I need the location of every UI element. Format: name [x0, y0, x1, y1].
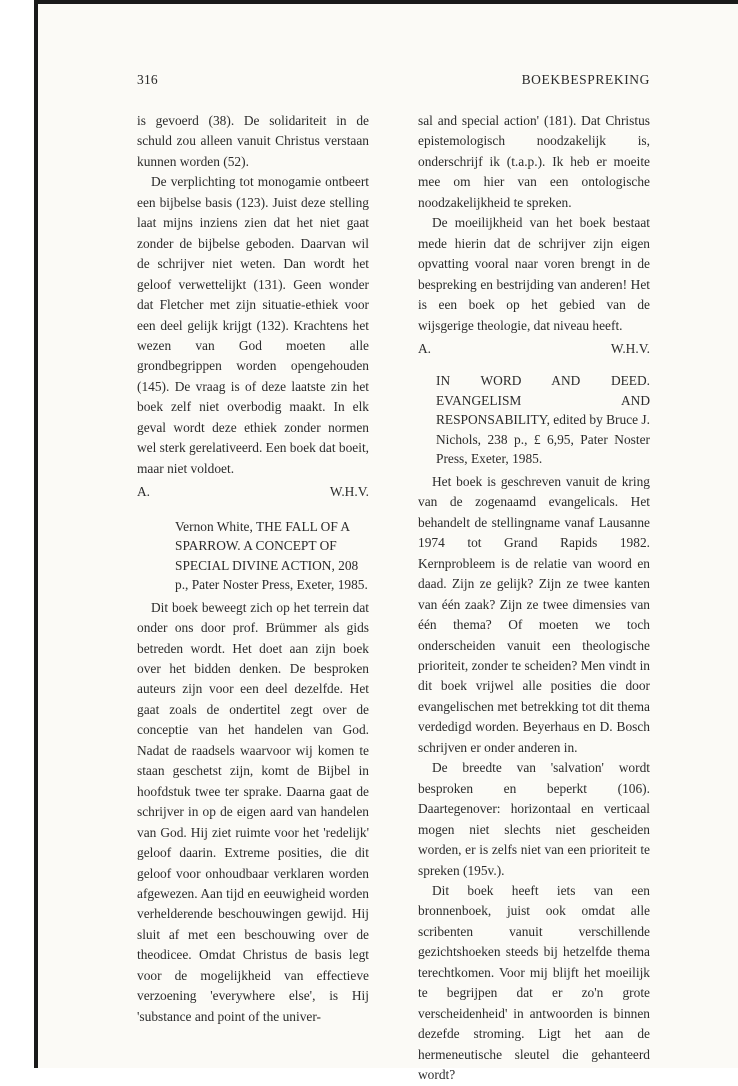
- right-paragraph-4: De breedte van 'salvation' wordt besproken en beperkt (106). Daartegenover: horizontaal en verticaal mogen niet slechts niet gescheiden worden, er is zelfs niet van een prioriteit te spreken (195v.).: [418, 760, 650, 878]
- review-signature-2: [418, 339, 650, 359]
- signature-author: W.H.V.: [610, 340, 650, 356]
- left-column: [137, 111, 369, 1027]
- review-signature-1: [137, 482, 369, 502]
- signature-initial: A.: [137, 484, 151, 500]
- left-paragraph-3: Dit boek beweegt zich op het terrein dat onder ons door prof. Brümmer als gids betreden wordt. Het doet aan zijn boek over het bidden denken. De besproken auteurs zijn voor een deel dezelfde. Het gaat zoals de ondertitel zegt over de conceptie van het handelen van God. Nadat de raadsels waarvoor wij komen te staan geschetst zijn, komt de Bijbel in hoofdstuk twee ter sprake. Daarna gaat de schrijver in op de eigen aard van handelen van God. Hij ziet ruimte voor het 'redelijk' geloof daarin. Extreme posities, die dit geloof voor onhoudbaar verklaren worden afgewezen. Aan tijd en eeuwigheid worden verhelderende beschouwingen gewijd. Hij sluit af met een beschouwing over de theodicee. Omdat Christus de basis legt voor de mogelijkheid van effectieve verzoening 'everywhere else', is Hij 'substance and point of the univer-: [137, 599, 369, 1024]
- signature-author: W.H.V.: [329, 484, 369, 500]
- signature-initial: A.: [418, 340, 432, 356]
- running-head: BOEKBESPREKING: [521, 72, 650, 87]
- right-paragraph-2: De moeilijkheid van het boek bestaat mede hierin dat de schrijver zijn eigen opvatting vooral naar voren brengt in de bespreking en bestrijding van anderen! Het is een boek op het gebied van de wijsgerige theologie, dat niveau heeft.: [418, 215, 650, 333]
- page-number: 316: [137, 72, 158, 87]
- right-column: [418, 111, 650, 1086]
- left-paragraph-1: is gevoerd (38). De solidariteit in de schuld zou alleen vanuit Christus verstaan kunnen worden (52).: [137, 113, 369, 169]
- review-heading-in-word-and-deed: IN WORD AND DEED. EVANGELISM AND RESPONSABILITY, edited by Bruce J. Nichols, 238 p., £ 6,95, Pater Noster Press, Exeter, 1985.: [436, 373, 650, 467]
- right-paragraph-1: sal and special action' (181). Dat Christus epistemologisch noodzakelijk is, onderschrijf ik (t.a.p.). Ik heb er moeite mee om hier van een ontologische noodzakelijkheid te spreken.: [418, 113, 650, 210]
- right-paragraph-5: Dit boek heeft iets van een bronnenboek, juist ook omdat alle scribenten vanuit verschillende gezichtshoeken steeds bij hetzelfde thema terechtkomen. Voor mij blijft het moeilijk te begrijpen dat er zo'n grote verscheidenheid' in antwoorden is binnen dezefde stroming. Ligt het aan de hermeneutische sleutel die gehanteerd wordt?: [418, 883, 650, 1083]
- left-paragraph-2: De verplichting tot monogamie ontbeert een bijbelse basis (123). Juist deze stelling laat mijns inziens zien dat het niet gaat zonder de bijbelse geboden. Daarvan wil de schrijver niet weten. Dan wordt het geloof verwettelijkt (131). Geen wonder dat Fletcher met zijn situatie-ethiek voor een deel gelijk krijgt (132). Krachtens het wezen van God moeten alle grondbegrippen worden opengehouden (145). De vraag is of deze laatste zin het boek zelf niet overbodig maakt. In elk geval wordt deze ethiek zonder normen wel sterk gerelativeerd. Een boek dat boeit, maar niet voldoet.: [137, 174, 370, 476]
- right-paragraph-3: Het boek is geschreven vanuit de kring van de zogenaamd evangelicals. Het behandelt de stellingname vanaf Lausanne 1974 tot Grand Rapids 1982. Kernprobleem is de relatie van woord en daad. Zijn ze gelijk? Zijn ze twee kanten van één zaak? Zijn ze twee dimensies van één thema? Of moeten we toch onderscheiden vanuit een theologische prioriteit, zonder te scheiden? Men vindt in dit boek vrijwel alle posities die door evangelischen met betrekking tot dit thema verdedigd worden. Beyerhaus en D. Bosch schrijven er onder anderen in.: [418, 473, 650, 755]
- review-heading-fall-of-a-sparrow: Vernon White, THE FALL OF A SPARROW. A CONCEPT OF SPECIAL DIVINE ACTION, 208 p., Pater Noster Press, Exeter, 1985.: [175, 518, 368, 593]
